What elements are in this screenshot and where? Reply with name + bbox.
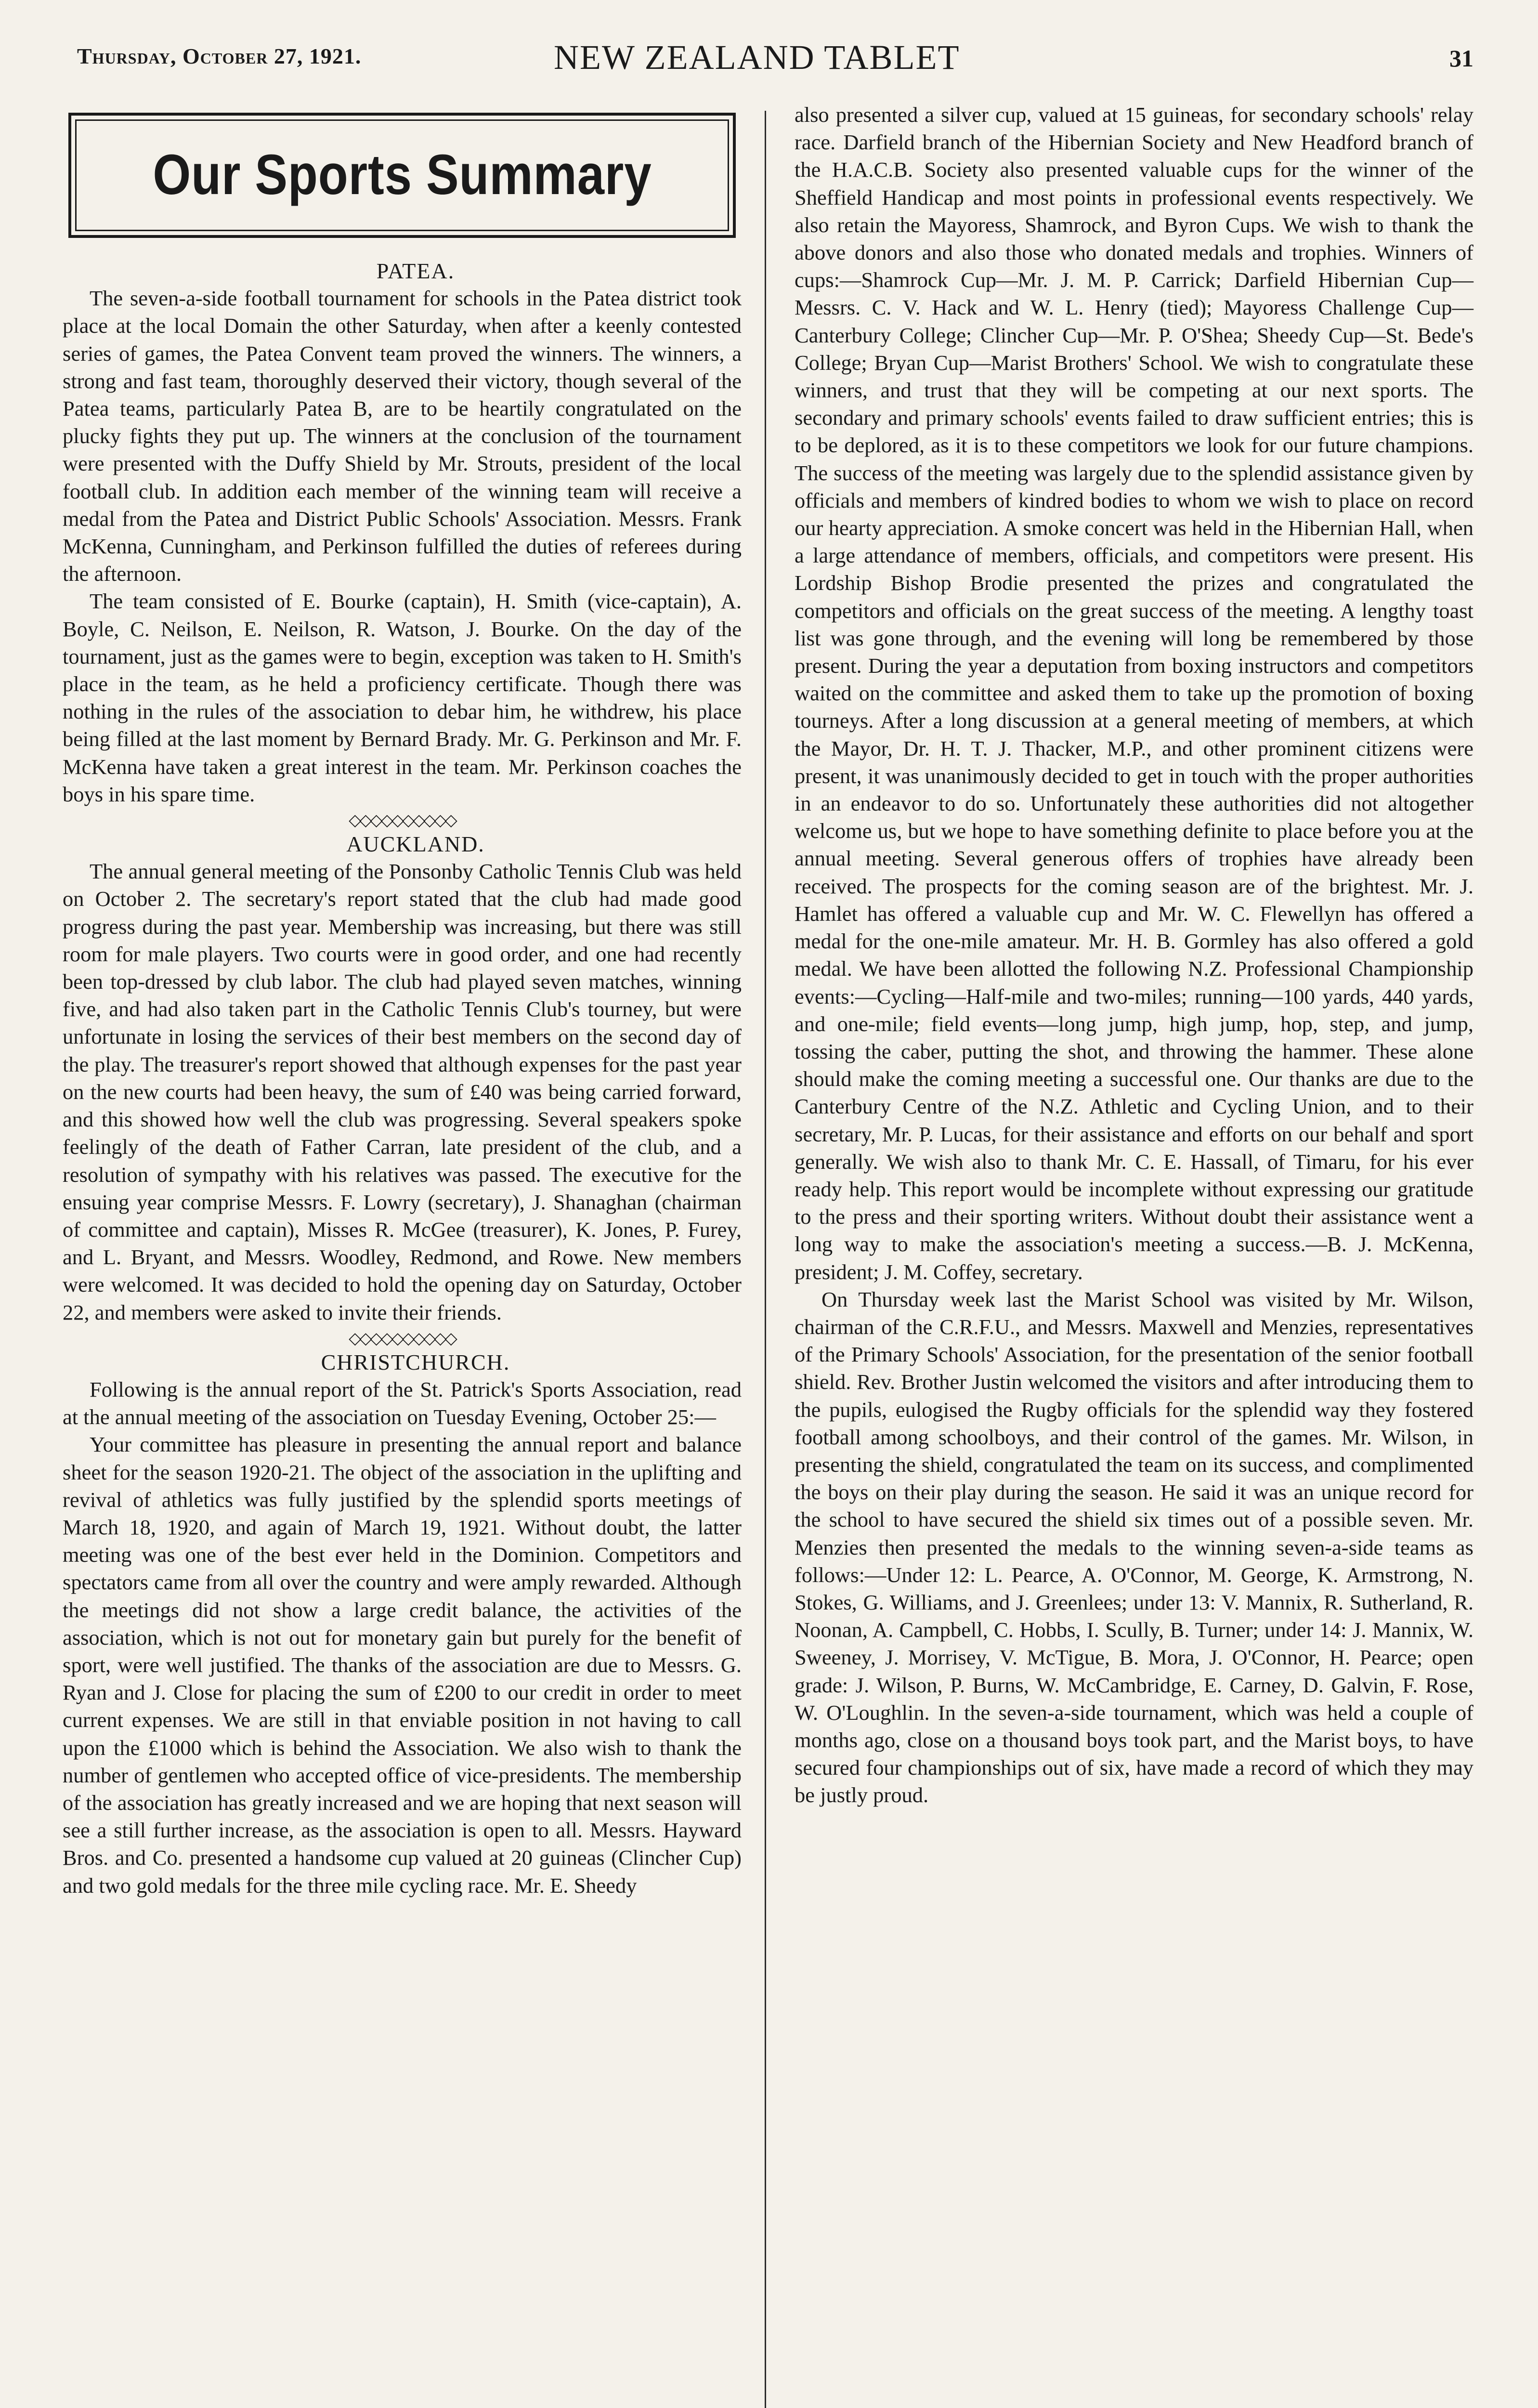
auckland-paragraph-1: The annual general meeting of the Ponsonby Catholic Tennis Club was held on October 2. The secretary's report stated that the club had made good progress during the past year. Membership was increasing, but there was still room for male players. Two courts were in good order, and one had recently been top-dressed by club labor. The club had played seven matches, winning five, and had also taken part in the Catholic Tennis Club's tourney, but were unfortunate in losing the services of their best members on the second day of the play. The treasurer's report showed that although expenses for the past year on the new courts had been heavy, the sum of £40 was being carried forward, and this showed how well the club was progressing. Several speakers spoke feelingly of the death of Father Carran, late president of the club, and a resolution of sympathy with his relatives was passed. The executive for the ensuing year comprise Messrs. F. Lowry (secretary), J. Shanaghan (chairman of committee and captain), Misses R. McGee (treasurer), K. Jones, P. Furey, and L. Bryant, and Messrs. Woodley, Redmond, and Rowe. New members were welcomed. It was decided to hold the opening day on Saturday, October 22, and members were asked to invite their friends.: [63, 859, 742, 1324]
patea-paragraph-2: The team consisted of E. Bourke (captain), H. Smith (vice-captain), A. Boyle, C. Neilson, E. Neilson, R. Watson, J. Bourke. On the day of the tournament, just as the games were to begin, exception was taken to H. Smith's place in the team, as he held a proficiency certificate. Though there was nothing in the rules of the association to debar him, he withdrew, his place being filled at the last moment by Bernard Brady. Mr. G. Perkinson and Mr. F. McKenna have taken a great interest in the team. Mr. Perkinson coaches the boys in his spare time.: [63, 589, 742, 806]
marist-school-paragraph: On Thursday week last the Marist School was visited by Mr. Wilson, chairman of the C.R.F.U., and Messrs. Maxwell and Menzies, representatives of the Primary Schools' Association, for the presentation of the senior football shield. Rev. Brother Justin welcomed the visitors and after introducing them to the pupils, eulogised the Rugby officials for the splendid way they fostered football among schoolboys, and their control of the games. Mr. Wilson, in presenting the shield, congratulated the team on its success, and complimented the boys on their play during the season. He said it was an unique record for the school to have secured the shield six times out of a possible seven. Mr. Menzies then presented the medals to the winning seven-a-side teams as follows:—Under 12: L. Pearce, A. O'Connor, M. George, K. Armstrong, N. Stokes, G. Williams, and J. Greenlees; under 13: V. Mannix, R. Sutherland, R. Noonan, A. Campbell, C. Hobbs, I. Scully, B. Turner; under 14: J. Mannix, W. Sweeney, J. Morrisey, V. McTigue, B. Mora, J. O'Connor, H. Pearce; open grade: J. Wilson, P. Burns, W. McCambridge, E. Carney, D. Galvin, F. Rose, W. O'Loughlin. In the seven-a-side tournament, which was held a couple of months ago, close on a thousand boys took part, and the Marist boys, to have secured four championships out of six, have made a record of which they may be justly proud.: [795, 1287, 1473, 1807]
column-rule: [765, 111, 766, 2408]
ornamental-divider: ◇◇◇◇◇◇◇◇◇◇: [349, 1329, 456, 1348]
header-date: Thursday, October 27, 1921.: [77, 44, 362, 68]
publication-title: NEW ZEALAND TABLET: [554, 38, 960, 77]
heading-patea: PATEA.: [376, 259, 455, 283]
page-header: [77, 34, 1473, 87]
christchurch-report-start: Your committee has pleasure in presenting the annual report and balance sheet for the season 1920-21. The object of the association in the uplifting and revival of athletics was fully justified by the splendid sports meetings of March 18, 1920, and again of March 19, 1921. Without doubt, the latter meeting was one of the best ever held in the Dominion. Competitors and spectators came from all over the country and were amply rewarded. Although the meetings did not show a large credit balance, the activities of the association, which is not out for monetary gain but purely for the benefit of sport, were well justified. The thanks of the association are due to Messrs. G. Ryan and J. Close for placing the sum of £200 to our credit in order to meet current expenses. We are still in that enviable position in not having to call upon the £1000 which is behind the Association. We also wish to thank the number of gentlemen who accepted office of vice-presidents. The membership of the association has greatly increased and we are hoping that next season will see a still further increase, as the association is open to all. Messrs. Hayward Bros. and Co. presented a handsome cup valued at 20 guineas (Clincher Cup) and two gold medals for the three mile cycling race. Mr. E. Sheedy: [63, 1432, 742, 1898]
section-title: Our Sports Summary: [152, 143, 652, 207]
ornamental-divider: ◇◇◇◇◇◇◇◇◇◇: [349, 811, 456, 830]
christchurch-report-continued: also presented a silver cup, valued at 15 guineas, for secondary schools' relay race. Darfield branch of the Hibernian Society and New Headford branch of the H.A.C.B. Society also presented valuable cups for the winner of the Sheffield Handicap and most points in professional events respectively. We also retain the Mayoress, Shamrock, and Byron Cups. We wish to thank the above donors and also those who donated medals and trophies. Winners of cups:—Shamrock Cup—Mr. J. M. P. Carrick; Darfield Hibernian Cup—Messrs. C. V. Hack and W. L. Henry (tied); Mayoress Challenge Cup—Canterbury College; Clincher Cup—Mr. P. O'Shea; Sheedy Cup—St. Bede's College; Bryan Cup—Marist Brothers' School. We wish to congratulate these winners, and trust that they will be competing at our next sports. The secondary and primary schools' events failed to draw sufficient entries; this is to be deplored, as it is to these competitors we look for our future champions. The success of the meeting was largely due to the splendid assistance given by officials and members of kindred bodies to whom we wish to place on record our hearty appreciation. A smoke concert was held in the Hibernian Hall, when a large attendance of members, officials, and competitors were present. His Lordship Bishop Brodie presented the prizes and congratulated the competitors and officials on the great success of the meeting. A lengthy toast list was gone through, and the evening will long be remembered by those present. During the year a deputation from boxing instructors and competitors waited on the committee and asked them to take up the promotion of boxing tourneys. After a long discussion at a general meeting of members, at which the Mayor, Dr. H. T. J. Thacker, M.P., and other prominent citizens were present, it was unanimously decided to get in touch with the proper authorities in an endeavor to do so. Unfortunately these authorities did not altogether welcome us, but we hope to have something definite to place before you at the annual meeting. Several generous offers of trophies have already been received. The prospects for the coming season are of the brightest. Mr. J. Hamlet has offered a valuable cup and Mr. W. C. Flewellyn has offered a medal for the one-mile amateur. Mr. H. B. Gormley has also offered a gold medal. We have been allotted the following N.Z. Professional Championship events:—Cycling—Half-mile and two-miles; running—100 yards, 440 yards, and one-mile; field events—long jump, high jump, hop, step, and jump, tossing the caber, putting the shot, and throwing the hammer. These alone should make the coming meeting a successful one. Our thanks are due to the Canterbury Centre of the N.Z. Athletic and Cycling Union, and to their secretary, Mr. P. Lucas, for their assistance and efforts on our behalf and sport generally. We wish also to thank Mr. C. E. Hassall, of Timaru, for his ever ready help. This report would be incomplete without expressing our gratitude to the press and their sporting writers. Without doubt their assistance went a long way to make the association's meeting a success.—B. J. McKenna, president; J. M. Coffey, secretary.: [795, 103, 1473, 1284]
left-column: [63, 101, 742, 1899]
right-column: [795, 101, 1473, 1809]
patea-paragraph-1: The seven-a-side football tournament for schools in the Patea district took place at the local Domain the other Saturday, when after a keenly contested series of games, the Patea Convent team proved the winners. The winners, a strong and fast team, thoroughly deserved their victory, though several of the Patea teams, particularly Patea B, are to be heartily congratulated on the plucky fights they put up. The winners at the conclusion of the tournament were presented with the Duffy Shield by Mr. Strouts, president of the local football club. In addition each member of the winning team will receive a medal from the Patea and District Public Schools' Association. Messrs. Frank McKenna, Cunningham, and Perkinson fulfilled the duties of referees during the afternoon.: [63, 286, 742, 586]
page-number: 31: [1449, 45, 1473, 72]
heading-christchurch: CHRISTCHURCH.: [321, 1349, 510, 1374]
title-box-inner: [75, 119, 729, 231]
title-box: [68, 113, 736, 238]
christchurch-intro: Following is the annual report of the St. Patrick's Sports Association, read at the annual meeting of the association on Tuesday Evening, October 25:—: [63, 1377, 742, 1429]
heading-auckland: AUCKLAND.: [346, 832, 485, 857]
